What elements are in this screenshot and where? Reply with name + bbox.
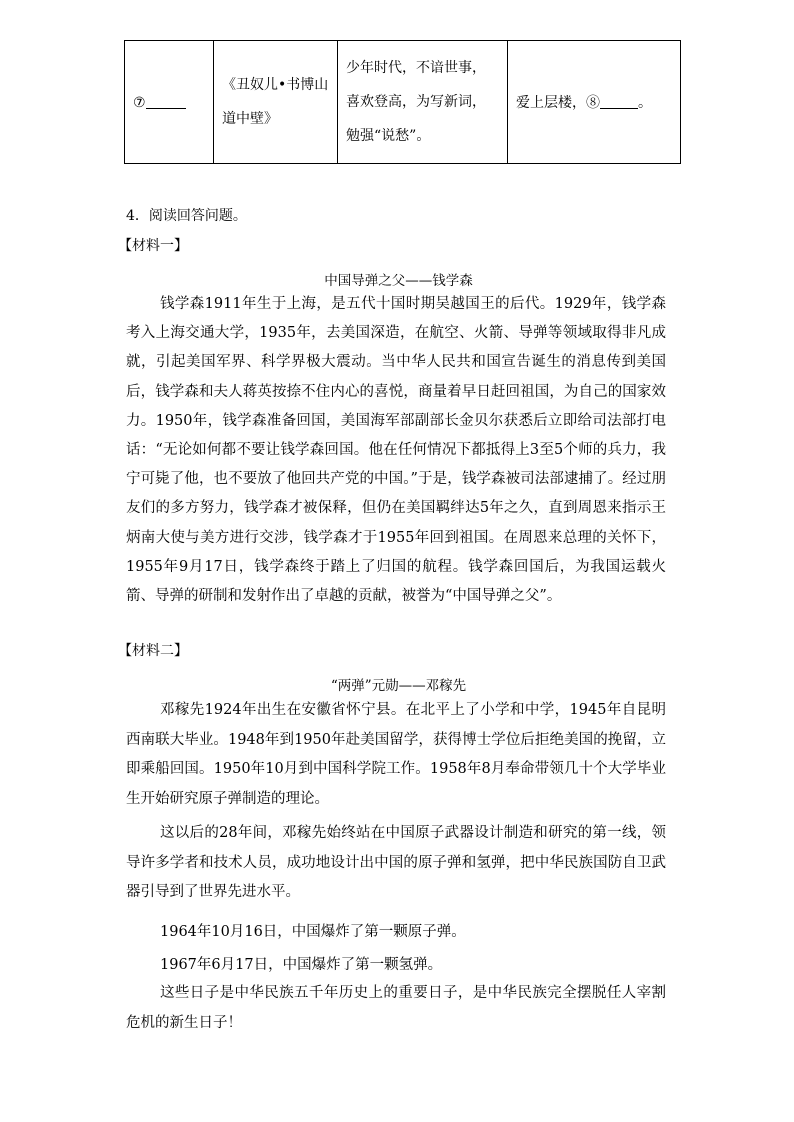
question-4: 4．阅读回答问题。 [126, 208, 247, 224]
material-2-paragraph-4: 1967年6月17日，中国爆炸了第一颗氢弹。 [160, 957, 443, 973]
table-cell-author [125, 41, 214, 164]
quote-text: 爱上层楼，⑧ [516, 95, 600, 111]
material-1-text: 钱学森1911年生于上海，是五代十国时期吴越国王的后代。1929年，钱学森考入上海交通大学，1935年，去美国深造，在航空、火箭、导弹等领域取得非凡成就，引起美国军界、科学界极大震动。当中华人民共和国宣告诞生的消息传到美国后，钱学森和夫人蒋英按捺不住内心的喜悦，商量着早日赶回祖国，为自己的国家效力。1950年，钱学森准备回国，美国海军部副部长金贝尔获悉后立即给司法部打电话：“无论如何都不要让钱学森回国。他在任何情况下都抵得上3至5个师的兵力，我宁可毙了他，也不要放了他回共产党的中国。”于是，钱学森被司法部逮捕了。经过朋友们的多方努力，钱学森才被保释，但仍在美国羁绊达5年之久，直到周恩来指示王炳南大使与美方进行交涉，钱学森才于1955年回到祖国。在周恩来总理的关怀下，1955年9月17日，钱学森终于踏上了归国的航程。钱学森回国后，为我国运载火箭、导弹的研制和发射作出了卓越的贡献，被誉为“中国导弹之父”。 [126, 296, 666, 605]
material-2-label: 【材料二】 [118, 643, 188, 659]
blank-7-label: ⑦ [133, 94, 146, 111]
material-2-paragraph-5: 这些日子是中华民族五千年历史上的重要日子，是中华民族完全摆脱任人宰割危机的新生日子！ [126, 985, 666, 1031]
poem-title: 《丑奴儿•书博山道中壁》 [222, 77, 329, 127]
table-cell-content [338, 41, 508, 164]
material-2-paragraph-2: 这以后的28年间，邓稼先始终站在中国原子武器设计制造和研究的第一线，领导许多学者和技术人员，成功地设计出中国的原子弹和氢弹，把中华民族国防自卫武器引导到了世界先进水平。 [126, 825, 666, 900]
material-1-label: 【材料一】 [118, 238, 188, 254]
poem-content: 少年时代，不谙世事，喜欢登高，为写新词，勉强“说愁”。 [346, 60, 486, 144]
quote-suffix: 。 [638, 95, 652, 111]
poem-table [124, 40, 681, 164]
table-cell-title [214, 41, 338, 164]
blank-7-line [146, 94, 186, 109]
material-2-paragraph-1: 邓稼先1924年出生在安徽省怀宁县。在北平上了小学和中学，1945年自昆明西南联大毕业。1948年到1950年赴美国留学，获得博士学位后拒绝美国的挽留，立即乘船回国。1950年10月到中国科学院工作。1958年8月奉命带领几十个大学毕业生开始研究原子弹制造的理论。 [126, 702, 666, 807]
material-2-title: “两弹”元勋——邓稼先 [330, 678, 467, 694]
table-cell-quote [508, 41, 681, 164]
material-1-title: 中国导弹之父——钱学森 [324, 273, 473, 289]
material-2-paragraph-3: 1964年10月16日，中国爆炸了第一颗原子弹。 [160, 924, 466, 940]
table-row [125, 41, 681, 164]
blank-8-line [600, 94, 638, 109]
